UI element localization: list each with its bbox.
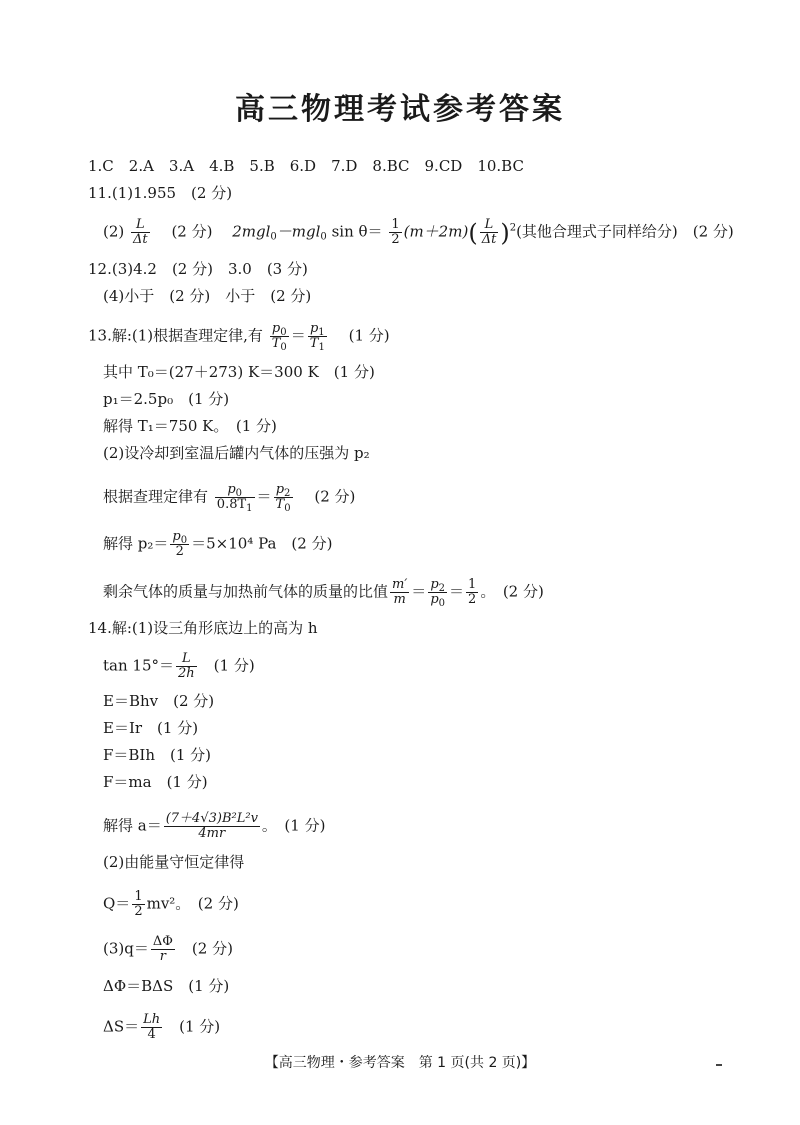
q14-line2: tan 15°＝ $\frac{L}{2h}$ (1 分) (103, 651, 255, 681)
q13-line7: 解得 p₂＝ $\frac{p_0}{2}$ ＝5×10⁴ Pa (2 分) (103, 529, 333, 559)
fraction-p0-t0: $\frac{p_0}{T_0}$ (271, 321, 287, 353)
q14-line6: F＝ma (1 分) (103, 773, 208, 791)
q11-part2: (2) $\frac{L}{\Delta t}$ (2 分) 2mgl$_0$－mgl$_0$ sin θ＝ $\frac{1}{2}$ (m＋2m)( $\frac{L}{\Delta t}$ )$^2$(其他合理式子同样给分) (2 分) (103, 217, 734, 247)
q11-part2-label: (2) (103, 222, 125, 241)
q13-line6: 根据查理定律有 $\frac{p_0}{0.8T_1}$ ＝ $\frac{p_2}{T_0}$ (2 分) (103, 482, 356, 514)
mc-answers: 1.C 2.A 3.A 4.B 5.B 6.D 7.D 8.BC 9.CD 10.BC (88, 157, 524, 175)
fraction-mass-ratio: $\frac{m'}{m}$ (392, 577, 408, 607)
q14-line1: 14.解:(1)设三角形底边上的高为 h (88, 619, 318, 637)
q12-part3: 12.(3)4.2 (2 分) 3.0 (3 分) (88, 260, 308, 278)
page-title: 高三物理考试参考答案 (235, 92, 565, 127)
page-footer: 【高三物理・参考答案 第 1 页(共 2 页)】 (264, 1055, 536, 1071)
fraction-lh-4: $\frac{Lh}{4}$ (143, 1012, 161, 1042)
q14-line4: E＝Ir (1 分) (103, 719, 199, 737)
fraction-p2-p0: $\frac{p_2}{p_0}$ (430, 577, 446, 609)
fraction-p2-t0: $\frac{p_2}{T_0}$ (275, 482, 291, 514)
q14-line8: (2)由能量守恒定律得 (103, 853, 245, 871)
fraction-p0-08t1: $\frac{p_0}{0.8T_1}$ (216, 482, 253, 514)
fraction-l-over-dt: $\frac{L}{\Delta t}$ (133, 217, 148, 247)
fraction-l-over-dt-2: $\frac{L}{\Delta t}$ (481, 217, 497, 247)
q12-part4: (4)小于 (2 分) 小于 (2 分) (103, 287, 312, 305)
q14-line9: Q＝ $\frac{1}{2}$ mv²。 (2 分) (103, 889, 239, 919)
q14-line5: F＝BIh (1 分) (103, 746, 212, 764)
score: (2 分) (156, 222, 228, 241)
q11-part1: 11.(1)1.955 (2 分) (88, 184, 233, 202)
fraction-p0-half: $\frac{p_0}{2}$ (172, 529, 188, 559)
fraction-one-half: $\frac{1}{2}$ (468, 577, 477, 607)
q13-line4: 解得 T₁＝750 K。 (1 分) (103, 417, 277, 435)
q13-line5: (2)设冷却到室温后罐内气体的压强为 p₂ (103, 444, 370, 462)
q13-line2: 其中 T₀＝(27＋273) K＝300 K (1 分) (103, 363, 375, 381)
corner-mark (716, 1064, 722, 1066)
fraction-l-2h: $\frac{L}{2h}$ (178, 651, 195, 681)
q14-line3: E＝Bhv (2 分) (103, 692, 215, 710)
q14-line11: ΔΦ＝BΔS (1 分) (103, 977, 230, 995)
fraction-q14-half: $\frac{1}{2}$ (134, 889, 143, 919)
fraction-p1-t1: $\frac{p_1}{T_1}$ (309, 321, 325, 353)
q14-line10: (3)q＝ $\frac{\Delta\Phi}{r}$ (2 分) (103, 934, 233, 964)
q14-line7: 解得 a＝ $\frac{\text{(7＋4√3)B²L²v}}{4mr}$ 。 (1 分) (103, 811, 326, 841)
q13-line1: 13.解:(1)根据查理定律,有 $\frac{p_0}{T_0}$ ＝ $\frac{p_1}{T_1}$ (1 分) (88, 321, 390, 353)
q13-line8: 剩余气体的质量与加热前气体的质量的比值 $\frac{m'}{m}$ ＝ $\frac{p_2}{p_0}$ ＝ $\frac{1}{2}$ 。 (2 分) (103, 577, 544, 609)
fraction-half: $\frac{1}{2}$ (391, 217, 400, 247)
q13-line3: p₁＝2.5p₀ (1 分) (103, 390, 230, 408)
q14-line12: ΔS＝ $\frac{Lh}{4}$ (1 分) (103, 1012, 221, 1042)
fraction-acceleration: $\frac{\text{(7＋4√3)B²L²v}}{4mr}$ (165, 811, 258, 841)
fraction-dphi-r: $\frac{\Delta\Phi}{r}$ (152, 934, 173, 964)
